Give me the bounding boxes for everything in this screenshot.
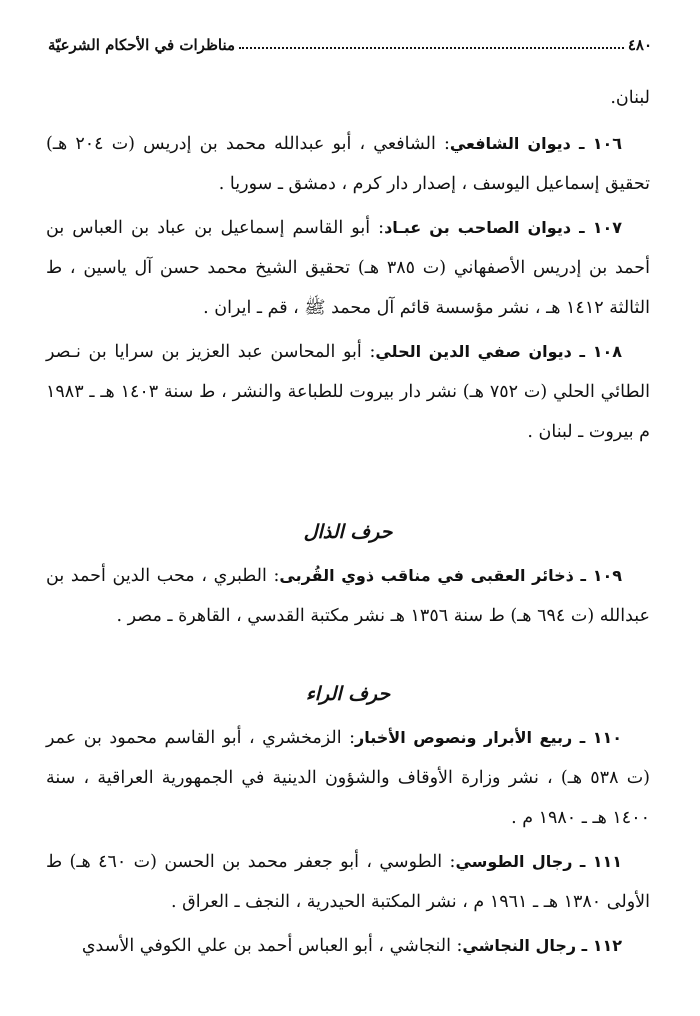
entry-details: : أبو المحاسن عبد العزيز بن سرايا بن نـصر الطائي الحلي (ت ٧٥٢ هـ) نشر دار بيروت للطباعة والنشر ، ط سنة ١٤٠٣ هـ ـ ١٩٨٣ م بيروت ـ لبنان .: [46, 342, 651, 442]
entry-title: ١٠٩ ـ ذخائر العقبى في مناقب ذوي القُربى: [279, 566, 622, 585]
entry-title: ١١٠ ـ ربيع الأبرار ونصوص الأخبار: [355, 728, 622, 747]
entry-title: ١١٢ ـ رجال النجاشي: [462, 936, 622, 955]
bibliography-entry-110: [46, 718, 650, 838]
bibliography-entry-106: [46, 124, 650, 204]
bibliography-entry-111: [46, 842, 650, 922]
bibliography-entry-107: [46, 208, 650, 328]
bibliography-entry-112: [46, 926, 650, 966]
entry-details: : أبو القاسم إسماعيل بن عباد بن العباس بن أحمد بن إدريس الأصفهاني (ت ٣٨٥ هـ) تحقيق الشيخ محمد حسن آل ياسين ، ط الثالثة ١٤١٢ هـ ، نشر مؤسسة قائم آل محمد ﷺ ، قم ـ ايران .: [46, 218, 650, 318]
bibliography-body: [46, 78, 650, 970]
entry-details: : الطوسي ، أبو جعفر محمد بن الحسن (ت ٤٦٠ هـ) ط الأولى ١٣٨٠ هـ ـ ١٩٦١ م ، نشر المكتبة الحيدرية ، النجف ـ العراق .: [46, 852, 650, 912]
entry-details: : الطبري ، محب الدين أحمد بن عبدالله (ت ٦٩٤ هـ) ط سنة ١٣٥٦ هـ نشر مكتبة القدسي ، القاهرة ـ مصر .: [46, 566, 650, 626]
bibliography-entry-108: [46, 332, 650, 452]
entry-details: : الشافعي ، أبو عبدالله محمد بن إدريس (ت ٢٠٤ هـ) تحقيق إسماعيل اليوسف ، إصدار دار كرم ، دمشق ـ سوريا .: [46, 134, 650, 194]
entry-title: ١٠٦ ـ ديوان الشافعي: [449, 134, 622, 153]
section-heading-ra: حرف الراء: [305, 683, 391, 705]
page-number: ٤٨٠: [627, 36, 652, 54]
header-dot-leader: [239, 46, 624, 49]
entry-title: ١٠٧ ـ ديوان الصاحب بن عبـاد: [384, 218, 622, 237]
section-heading-dhal: حرف الذال: [303, 521, 393, 543]
entry-title: ١١١ ـ رجال الطوسي: [455, 852, 622, 871]
running-title: مناظرات في الأحكام الشرعيّة: [48, 36, 236, 54]
bibliography-entry-109: [46, 556, 650, 636]
entry-details: : النجاشي ، أبو العباس أحمد بن علي الكوفي الأسدي: [81, 936, 463, 956]
continuation-text: لبنان.: [610, 88, 650, 108]
entry-title: ١٠٨ ـ ديوان صفي الدين الحلي: [375, 342, 622, 361]
entry-details: : الزمخشري ، أبو القاسم محمود بن عمر (ت ٥٣٨ هـ) ، نشر وزارة الأوقاف والشؤون الدينية في الجمهورية العراقية ، سنة ١٤٠٠ هـ ـ ١٩٨٠ م .: [46, 728, 650, 828]
running-header: [48, 28, 652, 54]
